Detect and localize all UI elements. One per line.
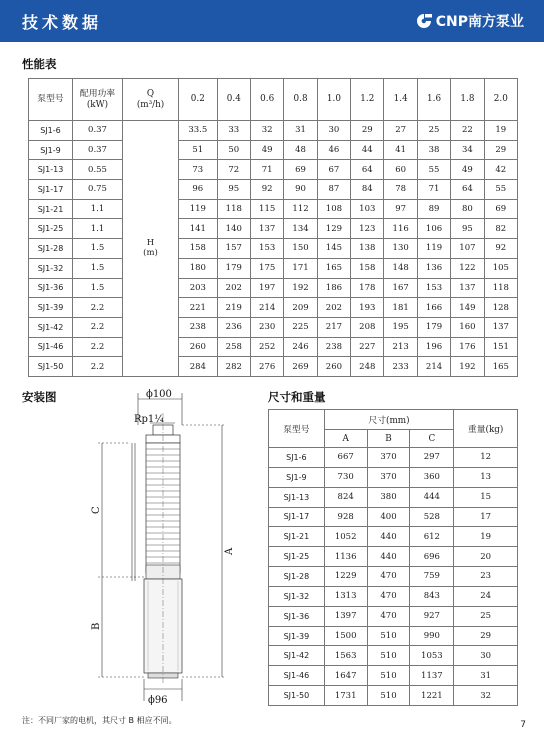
table-row [29, 317, 518, 337]
col-power-unit: (kW) [86, 99, 109, 110]
power-cell: 1.1 [73, 219, 123, 239]
head-value-cell: 60 [384, 160, 417, 180]
model-cell: SJ1-36 [269, 606, 325, 626]
dimensions-section-title: 尺寸和重量 [268, 390, 326, 404]
dim-b-cell: 510 [367, 686, 410, 706]
head-value-cell: 214 [250, 298, 283, 318]
dim-a-cell: 1313 [324, 586, 367, 606]
head-value-cell: 149 [451, 298, 484, 318]
head-value-cell: 230 [250, 317, 283, 337]
head-value-cell: 48 [284, 140, 317, 160]
head-value-cell: 238 [317, 337, 350, 357]
table-row [269, 686, 518, 706]
flow-header-cell: 1.8 [451, 79, 484, 121]
dim-b-cell: 510 [367, 646, 410, 666]
dim-b-cell: 380 [367, 487, 410, 507]
head-value-cell: 29 [484, 140, 517, 160]
performance-table [28, 78, 518, 377]
head-value-cell: 158 [179, 239, 218, 259]
head-value-cell: 44 [351, 140, 384, 160]
table-row [269, 567, 518, 587]
head-value-cell: 197 [250, 278, 283, 298]
dim-w-cell: 19 [454, 527, 518, 547]
model-cell: SJ1-36 [29, 278, 73, 298]
head-value-cell: 103 [351, 199, 384, 219]
head-value-cell: 179 [417, 317, 450, 337]
head-value-cell: 176 [451, 337, 484, 357]
head-value-cell: 145 [317, 239, 350, 259]
head-value-cell: 180 [179, 258, 218, 278]
head-value-cell: 34 [451, 140, 484, 160]
table-row [269, 507, 518, 527]
dim-a-cell: 730 [324, 467, 367, 487]
head-value-cell: 115 [250, 199, 283, 219]
dim-w-cell: 29 [454, 626, 518, 646]
head-value-cell: 50 [217, 140, 250, 160]
head-value-cell: 22 [451, 121, 484, 141]
head-value-cell: 33.5 [179, 121, 218, 141]
dim-a-cell: 1397 [324, 606, 367, 626]
head-value-cell: 119 [179, 199, 218, 219]
page-number: 7 [520, 720, 526, 730]
head-value-cell: 175 [250, 258, 283, 278]
dims-weight-header [454, 410, 518, 448]
table-row [29, 121, 518, 141]
dim-w-cell: 31 [454, 666, 518, 686]
head-value-cell: 107 [451, 239, 484, 259]
head-value-cell: 192 [284, 278, 317, 298]
model-cell: SJ1-50 [29, 357, 73, 377]
model-cell: SJ1-46 [29, 337, 73, 357]
dim-w-cell: 23 [454, 567, 518, 587]
head-value-cell: 73 [179, 160, 218, 180]
power-cell: 1.5 [73, 239, 123, 259]
head-value-cell: 116 [384, 219, 417, 239]
model-cell: SJ1-17 [29, 180, 73, 200]
table-row [269, 487, 518, 507]
model-cell: SJ1-21 [269, 527, 325, 547]
dim-b-cell: 440 [367, 547, 410, 567]
head-value-cell: 260 [179, 337, 218, 357]
dim-b-cell: 510 [367, 626, 410, 646]
power-cell: 2.2 [73, 317, 123, 337]
head-value-cell: 106 [417, 219, 450, 239]
head-value-cell: 96 [179, 180, 218, 200]
head-value-cell: 208 [351, 317, 384, 337]
head-value-cell: 137 [250, 219, 283, 239]
col-q-unit: (m³/h) [136, 99, 165, 110]
power-cell: 1.1 [73, 199, 123, 219]
head-value-cell: 209 [284, 298, 317, 318]
dim-c-cell: 843 [410, 586, 454, 606]
head-value-cell: 97 [384, 199, 417, 219]
head-value-cell: 282 [217, 357, 250, 377]
dims-b-header: B [367, 430, 410, 448]
head-value-cell: 276 [250, 357, 283, 377]
dim-c-cell: 297 [410, 448, 454, 468]
head-value-cell: 193 [351, 298, 384, 318]
dim-c-cell: 612 [410, 527, 454, 547]
dims-a-header: A [324, 430, 367, 448]
head-value-cell: 179 [217, 258, 250, 278]
dim-b-cell: 470 [367, 606, 410, 626]
table-row [29, 239, 518, 259]
installation-diagram [60, 385, 235, 705]
table-row [29, 160, 518, 180]
dim-a-cell: 1731 [324, 686, 367, 706]
head-value-cell: 118 [217, 199, 250, 219]
dim-w-cell: 17 [454, 507, 518, 527]
table-row [269, 586, 518, 606]
head-value-cell: 166 [417, 298, 450, 318]
model-cell: SJ1-21 [29, 199, 73, 219]
model-cell: SJ1-9 [269, 467, 325, 487]
head-value-cell: 195 [384, 317, 417, 337]
dim-a-cell: 1647 [324, 666, 367, 686]
thread-label: Rp1¼ [134, 414, 164, 425]
model-cell: SJ1-17 [269, 507, 325, 527]
col-model-header [29, 79, 73, 121]
flow-header-cell: 1.2 [351, 79, 384, 121]
head-value-cell: 214 [417, 357, 450, 377]
head-value-cell: 69 [484, 199, 517, 219]
col-power-label: 配用功率 [79, 88, 116, 99]
head-value-cell: 137 [451, 278, 484, 298]
power-cell: 1.5 [73, 258, 123, 278]
dim-w-cell: 30 [454, 646, 518, 666]
head-value-cell: 108 [317, 199, 350, 219]
head-value-cell: 30 [317, 121, 350, 141]
head-value-cell: 32 [250, 121, 283, 141]
col-q-label: Q [146, 88, 155, 99]
model-cell: SJ1-9 [29, 140, 73, 160]
head-value-cell: 84 [351, 180, 384, 200]
dim-b-cell: 440 [367, 527, 410, 547]
power-cell: 1.5 [73, 278, 123, 298]
flow-header-cell: 1.6 [417, 79, 450, 121]
head-value-cell: 203 [179, 278, 218, 298]
head-value-cell: 19 [484, 121, 517, 141]
footnote: 注：不同厂家的电机，其尺寸 B 相应不同。 [22, 716, 177, 725]
table-row [29, 357, 518, 377]
head-value-cell: 178 [351, 278, 384, 298]
head-value-cell: 213 [384, 337, 417, 357]
head-value-cell: 119 [417, 239, 450, 259]
dims-size-label: 尺寸(mm) [368, 416, 410, 426]
table-row [29, 298, 518, 318]
dim-a-cell: 1500 [324, 626, 367, 646]
power-cell: 0.37 [73, 140, 123, 160]
head-value-cell: 46 [317, 140, 350, 160]
dims-model-label: 泵型号 [283, 425, 310, 435]
dim-a-label: A [224, 547, 235, 555]
model-cell: SJ1-28 [269, 567, 325, 587]
head-value-cell: 134 [284, 219, 317, 239]
head-value-cell: 221 [179, 298, 218, 318]
dim-c-cell: 927 [410, 606, 454, 626]
model-cell: SJ1-32 [29, 258, 73, 278]
head-value-cell: 196 [417, 337, 450, 357]
head-value-cell: 130 [384, 239, 417, 259]
table-row [269, 606, 518, 626]
logo-text: CNP南方泵业 [435, 14, 524, 30]
head-value-cell: 90 [284, 180, 317, 200]
dim-c-cell: 528 [410, 507, 454, 527]
dim-a-cell: 1136 [324, 547, 367, 567]
table-row [29, 219, 518, 239]
head-value-cell: 138 [351, 239, 384, 259]
head-value-cell: 151 [484, 337, 517, 357]
head-value-cell: 29 [351, 121, 384, 141]
head-value-cell: 92 [250, 180, 283, 200]
dimensions-header-row [269, 410, 518, 430]
head-value-cell: 167 [384, 278, 417, 298]
head-value-cell: 67 [317, 160, 350, 180]
table-row [269, 626, 518, 646]
model-cell: SJ1-50 [269, 686, 325, 706]
dim-w-cell: 24 [454, 586, 518, 606]
table-row [29, 180, 518, 200]
dim-b-label: B [91, 622, 102, 630]
head-value-cell: 153 [417, 278, 450, 298]
flow-header-cell: 0.8 [284, 79, 317, 121]
head-unit: (m) [143, 248, 158, 259]
head-value-cell: 248 [351, 357, 384, 377]
flow-header-cell: 0.6 [250, 79, 283, 121]
head-value-cell: 165 [484, 357, 517, 377]
model-cell: SJ1-25 [29, 219, 73, 239]
model-cell: SJ1-39 [269, 626, 325, 646]
head-value-cell: 129 [317, 219, 350, 239]
head-value-cell: 89 [417, 199, 450, 219]
head-label: H [146, 238, 155, 249]
head-value-cell: 246 [284, 337, 317, 357]
head-value-cell: 72 [217, 160, 250, 180]
head-value-cell: 171 [284, 258, 317, 278]
head-value-cell: 49 [451, 160, 484, 180]
power-cell: 0.37 [73, 121, 123, 141]
head-value-cell: 236 [217, 317, 250, 337]
head-value-cell: 181 [384, 298, 417, 318]
head-value-cell: 258 [217, 337, 250, 357]
dim-w-cell: 12 [454, 448, 518, 468]
head-value-cell: 64 [451, 180, 484, 200]
head-value-cell: 95 [217, 180, 250, 200]
head-value-cell: 128 [484, 298, 517, 318]
table-row [29, 278, 518, 298]
head-value-cell: 269 [284, 357, 317, 377]
dim-c-cell: 1221 [410, 686, 454, 706]
performance-header-row [29, 79, 518, 121]
dim-b-cell: 470 [367, 586, 410, 606]
head-value-cell: 55 [484, 180, 517, 200]
head-value-cell: 49 [250, 140, 283, 160]
table-row [269, 527, 518, 547]
bottom-diameter-label: ϕ96 [148, 695, 168, 705]
flow-header-cell: 2.0 [484, 79, 517, 121]
head-value-cell: 82 [484, 219, 517, 239]
head-value-cell: 233 [384, 357, 417, 377]
flow-header-cell: 1.0 [317, 79, 350, 121]
model-cell: SJ1-42 [269, 646, 325, 666]
dim-b-cell: 370 [367, 448, 410, 468]
col-model-label: 泵型号 [37, 94, 64, 104]
flow-header-cell: 1.4 [384, 79, 417, 121]
head-value-cell: 112 [284, 199, 317, 219]
head-value-cell: 150 [284, 239, 317, 259]
head-value-cell: 42 [484, 160, 517, 180]
head-value-cell: 165 [317, 258, 350, 278]
head-value-cell: 219 [217, 298, 250, 318]
table-row [269, 547, 518, 567]
dim-a-cell: 1229 [324, 567, 367, 587]
head-value-cell: 122 [451, 258, 484, 278]
head-value-cell: 202 [217, 278, 250, 298]
table-row [269, 467, 518, 487]
head-value-cell: 71 [417, 180, 450, 200]
head-value-cell: 153 [250, 239, 283, 259]
dim-c-cell: 444 [410, 487, 454, 507]
dim-b-cell: 470 [367, 567, 410, 587]
table-row [269, 666, 518, 686]
table-row [29, 337, 518, 357]
head-value-cell: 51 [179, 140, 218, 160]
model-cell: SJ1-13 [29, 160, 73, 180]
head-value-cell: 136 [417, 258, 450, 278]
head-value-cell: 55 [417, 160, 450, 180]
dim-c-cell: 360 [410, 467, 454, 487]
dim-b-cell: 510 [367, 666, 410, 686]
head-value-cell: 202 [317, 298, 350, 318]
dim-c-cell: 1053 [410, 646, 454, 666]
dim-b-cell: 400 [367, 507, 410, 527]
dim-b-cell: 370 [367, 467, 410, 487]
head-value-cell: 69 [284, 160, 317, 180]
head-value-cell: 252 [250, 337, 283, 357]
head-value-cell: 141 [179, 219, 218, 239]
table-row [269, 448, 518, 468]
table-row [269, 646, 518, 666]
cnp-logo-icon [415, 13, 433, 29]
model-cell: SJ1-39 [29, 298, 73, 318]
dim-c-cell: 696 [410, 547, 454, 567]
head-value-cell: 284 [179, 357, 218, 377]
col-q-header [123, 79, 179, 121]
model-cell: SJ1-32 [269, 586, 325, 606]
model-cell: SJ1-46 [269, 666, 325, 686]
model-cell: SJ1-6 [269, 448, 325, 468]
model-cell: SJ1-42 [29, 317, 73, 337]
table-row [29, 258, 518, 278]
head-value-cell: 118 [484, 278, 517, 298]
head-value-cell: 33 [217, 121, 250, 141]
performance-section-title: 性能表 [22, 57, 57, 71]
head-value-cell: 192 [451, 357, 484, 377]
flow-header-cell: 0.2 [179, 79, 218, 121]
head-value-cell: 25 [417, 121, 450, 141]
dims-c-header: C [410, 430, 454, 448]
head-value-cell: 71 [250, 160, 283, 180]
head-value-cell: 260 [317, 357, 350, 377]
head-value-cell: 186 [317, 278, 350, 298]
head-value-cell: 140 [217, 219, 250, 239]
head-value-cell: 64 [351, 160, 384, 180]
flow-header-cell: 0.4 [217, 79, 250, 121]
model-cell: SJ1-6 [29, 121, 73, 141]
head-value-cell: 31 [284, 121, 317, 141]
power-cell: 2.2 [73, 298, 123, 318]
head-value-cell: 217 [317, 317, 350, 337]
head-value-cell: 27 [384, 121, 417, 141]
power-cell: 2.2 [73, 357, 123, 377]
head-value-cell: 158 [351, 258, 384, 278]
model-cell: SJ1-25 [269, 547, 325, 567]
dim-w-cell: 25 [454, 606, 518, 626]
head-value-cell: 87 [317, 180, 350, 200]
dimensions-table [268, 409, 518, 706]
dim-a-cell: 928 [324, 507, 367, 527]
power-cell: 0.75 [73, 180, 123, 200]
head-value-cell: 227 [351, 337, 384, 357]
brand-logo [415, 11, 524, 31]
head-value-cell: 157 [217, 239, 250, 259]
dim-c-cell: 990 [410, 626, 454, 646]
top-diameter-label: ϕ100 [146, 389, 172, 400]
head-value-cell: 38 [417, 140, 450, 160]
head-unit-cell [123, 121, 179, 377]
dim-a-cell: 824 [324, 487, 367, 507]
table-row [29, 140, 518, 160]
head-value-cell: 78 [384, 180, 417, 200]
dims-size-header [324, 410, 454, 430]
dim-w-cell: 32 [454, 686, 518, 706]
installation-section-title: 安装图 [22, 390, 57, 404]
head-value-cell: 238 [179, 317, 218, 337]
head-value-cell: 41 [384, 140, 417, 160]
head-value-cell: 148 [384, 258, 417, 278]
dim-a-cell: 1052 [324, 527, 367, 547]
head-value-cell: 80 [451, 199, 484, 219]
dims-weight-label: 重量(kg) [467, 425, 504, 435]
header-bar [0, 0, 544, 42]
head-value-cell: 105 [484, 258, 517, 278]
dim-w-cell: 13 [454, 467, 518, 487]
col-power-header [73, 79, 123, 121]
dim-a-cell: 1563 [324, 646, 367, 666]
dim-c-label: C [91, 506, 102, 514]
head-value-cell: 92 [484, 239, 517, 259]
power-cell: 2.2 [73, 337, 123, 357]
dim-c-cell: 759 [410, 567, 454, 587]
dim-c-cell: 1137 [410, 666, 454, 686]
header-title: 技术数据 [22, 13, 103, 32]
power-cell: 0.55 [73, 160, 123, 180]
head-value-cell: 95 [451, 219, 484, 239]
dim-w-cell: 20 [454, 547, 518, 567]
head-value-cell: 123 [351, 219, 384, 239]
table-row [29, 199, 518, 219]
dims-model-header [269, 410, 325, 448]
head-value-cell: 137 [484, 317, 517, 337]
dim-w-cell: 15 [454, 487, 518, 507]
dim-a-cell: 667 [324, 448, 367, 468]
model-cell: SJ1-28 [29, 239, 73, 259]
head-value-cell: 160 [451, 317, 484, 337]
head-value-cell: 225 [284, 317, 317, 337]
model-cell: SJ1-13 [269, 487, 325, 507]
